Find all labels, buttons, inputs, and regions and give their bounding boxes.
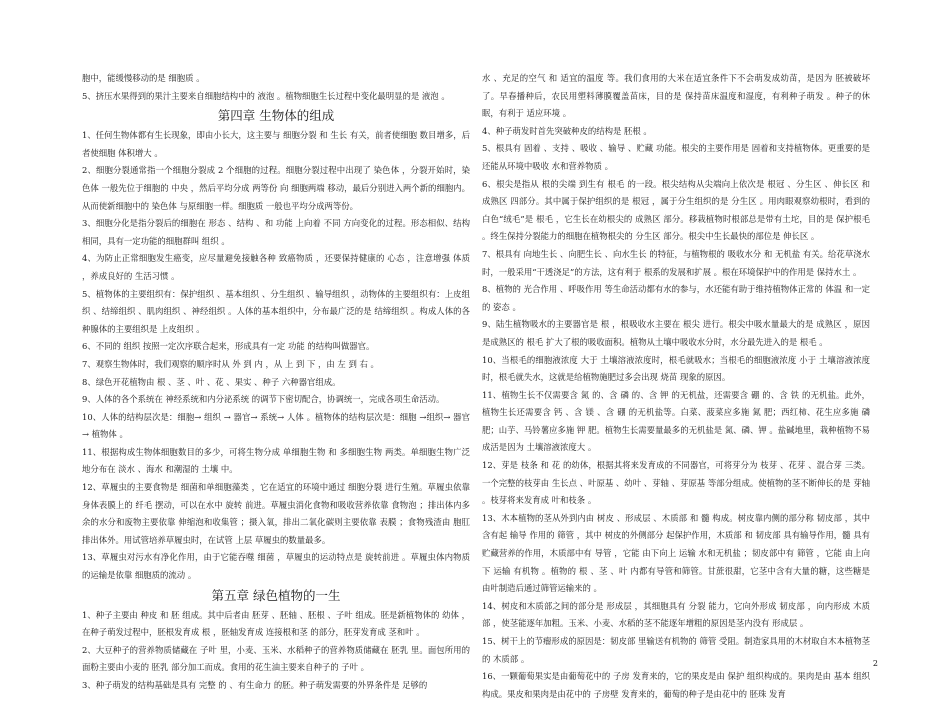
paragraph: 1、种子主要由 种皮 和 胚 组成。其中后者由 胚芽 、胚轴 、胚根 、子叶 组成。胚是新植物体的 幼体 ，在种子萌发过程中，胚根发育成 根 ，胚轴发育成 连接根和茎 的部分，胚芽发育成 茎和叶 。 <box>82 609 470 638</box>
paragraph: 7、根具有 向地生长 、向肥生长 、向水生长 的特征，与植物根的 吸收水分 和 无机盐 有关。给花草浇水时，一般采用“干透浇足”的方法，这有利于 根系的发展和扩展 。根在环境保护中的作用是 保持水土 。 <box>482 248 870 277</box>
paragraph: 12、芽是 枝条 和 花 的幼体，根据其将来发育成的不同器官，可将芽分为 枝芽 、花芽 、混合芽 三类。一个完整的枝芽由 生长点 、叶原基 、幼叶 、芽轴 、芽原基 等部分组成。使植物的茎不断伸长的是 芽轴 。枝芽将来发育成 叶和枝条 。 <box>482 460 870 506</box>
right-column <box>482 70 870 703</box>
paragraph: 10、人体的结构层次是：细胞→ 组织 → 器官→ 系统→ 人体 。植物体的结构层次是：细胞 →组织→ 器官→ 植物体 。 <box>82 411 470 440</box>
paragraph: 胞中，能缓慢移动的是 细胞质 。 <box>82 73 205 83</box>
paragraph: 15、树干上的节瘤形成的原因是：韧皮部 里输送有机物的 筛管 受阻。制造家具用的木材取自木本植物茎的 木质部 。 <box>482 636 870 664</box>
paragraph: 10、当根毛的细胞液浓度 大于 土壤溶液浓度时，根毛就吸水；当根毛的细胞液浓度 小于 土壤溶液浓度时，根毛就失水，这就是给植物施肥过多会出现 烧苗 现象的原因。 <box>482 354 870 383</box>
paragraph: 7、观察生物体时，我们观察的顺序时从 外 到 内 ，从 上 到 下 ，由 左 到 右 。 <box>82 358 379 369</box>
paragraph: 5、根具有 固着 、支持 、吸收 、输导 、贮藏 功能。根尖的主要作用是 固着和支持植物体。更重要的是还能从环境中吸收 水和营养物质 。 <box>482 143 870 171</box>
paragraph: 9、陆生植物吸水的主要器官是 根 ，根吸收水主要在 根尖 进行。根尖中吸水量最大的是 成熟区 ，原因是成熟区的 根毛 扩大了根的吸收面积。植物从土壤中吸收水分时，水分最先进入的是 根毛 。 <box>482 319 870 347</box>
paragraph: 5、植物体的主要组织有：保护组织 、基本组织 、分生组织 、输导组织 ，动物体的主要组织有：上皮组织 、结缔组织 、肌肉组织 、神经组织 。人体的基本组织中，分布最广泛的是 结缔组织 。构成人体的各种腺体的主要组织是 上皮组织 。 <box>82 288 470 334</box>
paragraph: 2、大豆种子的营养物质储藏在 子叶 里，小麦、玉米、水稻种子的营养物质储藏在 胚乳 里。面包所用的面粉主要由小麦的 胚乳 部分加工而成。食用的花生油主要来自种子的 子叶 。 <box>82 644 470 673</box>
page-number: 2 <box>872 659 878 668</box>
paragraph: 12、草履虫的主要食物是 细菌和单细胞藻类 ，它在适宜的环境中通过 细胞分裂 进行生殖。草履虫依靠身体表膜上的 纤毛 摆动，可以在水中 旋转 前进。草履虫消化食物和吸收营养依靠 食物泡 ；排出体内多余的水分和废物主要依靠 伸缩泡和收集管 ；摄入氧，排出二氧化碳则主要依靠 表膜 ；食物残渣由 胞肛 排出体外。用试管培养草履虫时，在试管 上层 草履虫的数量最多。 <box>82 482 470 545</box>
paragraph: 6、根尖是指从 根的尖端 到生有 根毛 的一段。根尖结构从尖端向上依次是 根冠 、分生区 、伸长区 和 成熟区 四部分。其中属于保护组织的是 根冠 ，属于分生组织的是 分生区 。用肉眼观察幼根时，看到的白色“绒毛”是 根毛 ，它生长在幼根尖的 成熟区 部分。移栽植物时根部总是带有土坨，目的是 保护根毛 。终生保持分裂能力的细胞在植物根尖的 分生区 部分。根尖中生长最快的部位是 伸长区 。 <box>482 178 870 242</box>
paragraph: 5、挤压水果得到的果汁主要来自细胞结构中的 液泡 。植物细胞生长过程中变化最明显的是 液泡 。 <box>82 90 450 101</box>
chapter-heading: 第四章 生物体的组成 <box>217 108 335 124</box>
paragraph: 8、植物的 光合作用 、呼吸作用 等生命活动都有水的参与，水还能有助于维持植物体正常的 体温 和一定的 姿态 。 <box>482 284 870 312</box>
paragraph: 水 、充足的空气 和 适宜的温度 等。我们食用的大米在适宜条件下不会萌发成幼苗，是因为 胚被破坏 了。早春播种后，农民用塑料薄膜覆盖苗床，目的是 保持苗床温度和湿度，有利种子萌发 。种子的休眠，有利于 适应环境 。 <box>482 73 870 119</box>
paragraph: 4、为防止正常细胞发生癌变，应尽量避免接触各种 致癌物质 ，还要保持健康的 心态 ，注意增强 体质 ，养成良好的 生活习惯 。 <box>82 253 470 281</box>
paragraph: 11、根据构成生物体细胞数目的多少，可将生物分成 单细胞生物 和 多细胞生物 两类。单细胞生物广泛地分布在 淡水 、海水 和潮湿的 土壤 中。 <box>82 446 470 475</box>
paragraph: 13、草履虫对污水有净化作用，由于它能吞噬 细菌 ，草履虫的运动特点是 旋转前进 。草履虫体内物质的运输是依靠 细胞质的流动 。 <box>82 552 470 581</box>
paragraph: 2、细胞分裂通常指一个细胞分裂成 2 个细胞的过程。细胞分裂过程中出现了 染色体 ，分裂开始时，染色体 一般先位于细胞的 中央 ，然后平均分成 两等份 向 细胞两端 移动，最后分别进入两个新的细胞内。从而使新细胞中的 染色体 与原细胞一样。细胞质 一般也平均分成两等份。 <box>82 165 470 211</box>
paragraph: 1、任何生物体都有生长现象，即由小长大，这主要与 细胞分裂 和 生长 有关，前者使细胞 数目增多，后者使细胞 体积增大 。 <box>82 130 470 158</box>
paragraph: 3、种子萌发的结构基础是具有 完整 的 、有生命力 的胚。种子萌发需要的外界条件是 足够的 <box>82 680 428 690</box>
left-column <box>82 70 470 695</box>
paragraph: 6、不同的 组织 按照一定次序联合起来，形成具有一定 功能 的结构叫做器官。 <box>82 341 375 352</box>
chapter-heading: 第五章 绿色植物的一生 <box>211 587 341 603</box>
paragraph: 3、细胞分化是指分裂后的细胞在 形态 、结构 、和 功能 上向着 不同 方向变化的过程。形态相似、结构相同，具有一定功能的细胞群叫 组织 。 <box>82 218 470 246</box>
paragraph: 9、人体的各个系统在 神经系统和内分泌系统 的调节下密切配合，协调统一，完成各项生命活动。 <box>82 394 445 405</box>
paragraph: 13、木本植物的茎从外到内由 树皮 、形成层 、木质部 和 髓 构成。树皮靠内侧的部分称 韧皮部 ，其中含有起 输导 作用的 筛管 ，其中 树皮的外侧部分 起保护作用，木质部 和 韧皮部 具有输导作用，髓 具有贮藏营养的作用，木质部中有 导管 ，它能 由下向上 运输 水和无机盐 ；韧皮部中有 筛管 ，它能 由上向下 运输 有机物 。植物的 根 、茎 、叶 内都有导管和筛管。甘蔗很甜，它茎中含有大量的糖，这些糖是 由叶制造后通过筛管运输来的 。 <box>482 512 870 594</box>
paragraph: 4、种子萌发时首先突破种皮的结构是 胚根 。 <box>482 125 652 136</box>
paragraph: 11、植物生长不仅需要含 氮 的、含 磷 的、含 钾 的无机盐，还需要含 硼 的、含 铁 的无机盐。此外，植物生长还需要含 钙 、含 镁 、含 硼 的无机盐等。白菜、菠菜应多施 氮 肥；西红柿、花生应多施 磷 肥；山芋、马铃薯应多施 钾 肥。植物生长需要量最多的无机盐是 氮、磷、钾 。盐碱地里，栽种植物不易成活是因为 土壤溶液浓度大 。 <box>482 389 870 453</box>
paragraph: 8、绿色开花植物由 根 、茎 、叶 、花 、果实 、种子 六种器官组成。 <box>82 376 341 387</box>
paragraph: 14、树皮和木质部之间的部分是 形成层 ，其细胞具有 分裂 能力，它向外形成 韧皮部 ，向内形成 木质部 ，使茎能逐年加粗。玉米、小麦、水稻的茎不能逐年增粗的原因是茎内没有 形成层 。 <box>482 600 870 629</box>
paragraph: 16、一颗葡萄果实是由葡萄花中的 子房 发育来的，它的果皮是由 保护 组织构成的。果肉是由 基本 组织构成。果皮和果肉是由花中的 子房壁 发育来的，葡萄的种子是由花中的 胚珠 发育 <box>482 671 870 699</box>
